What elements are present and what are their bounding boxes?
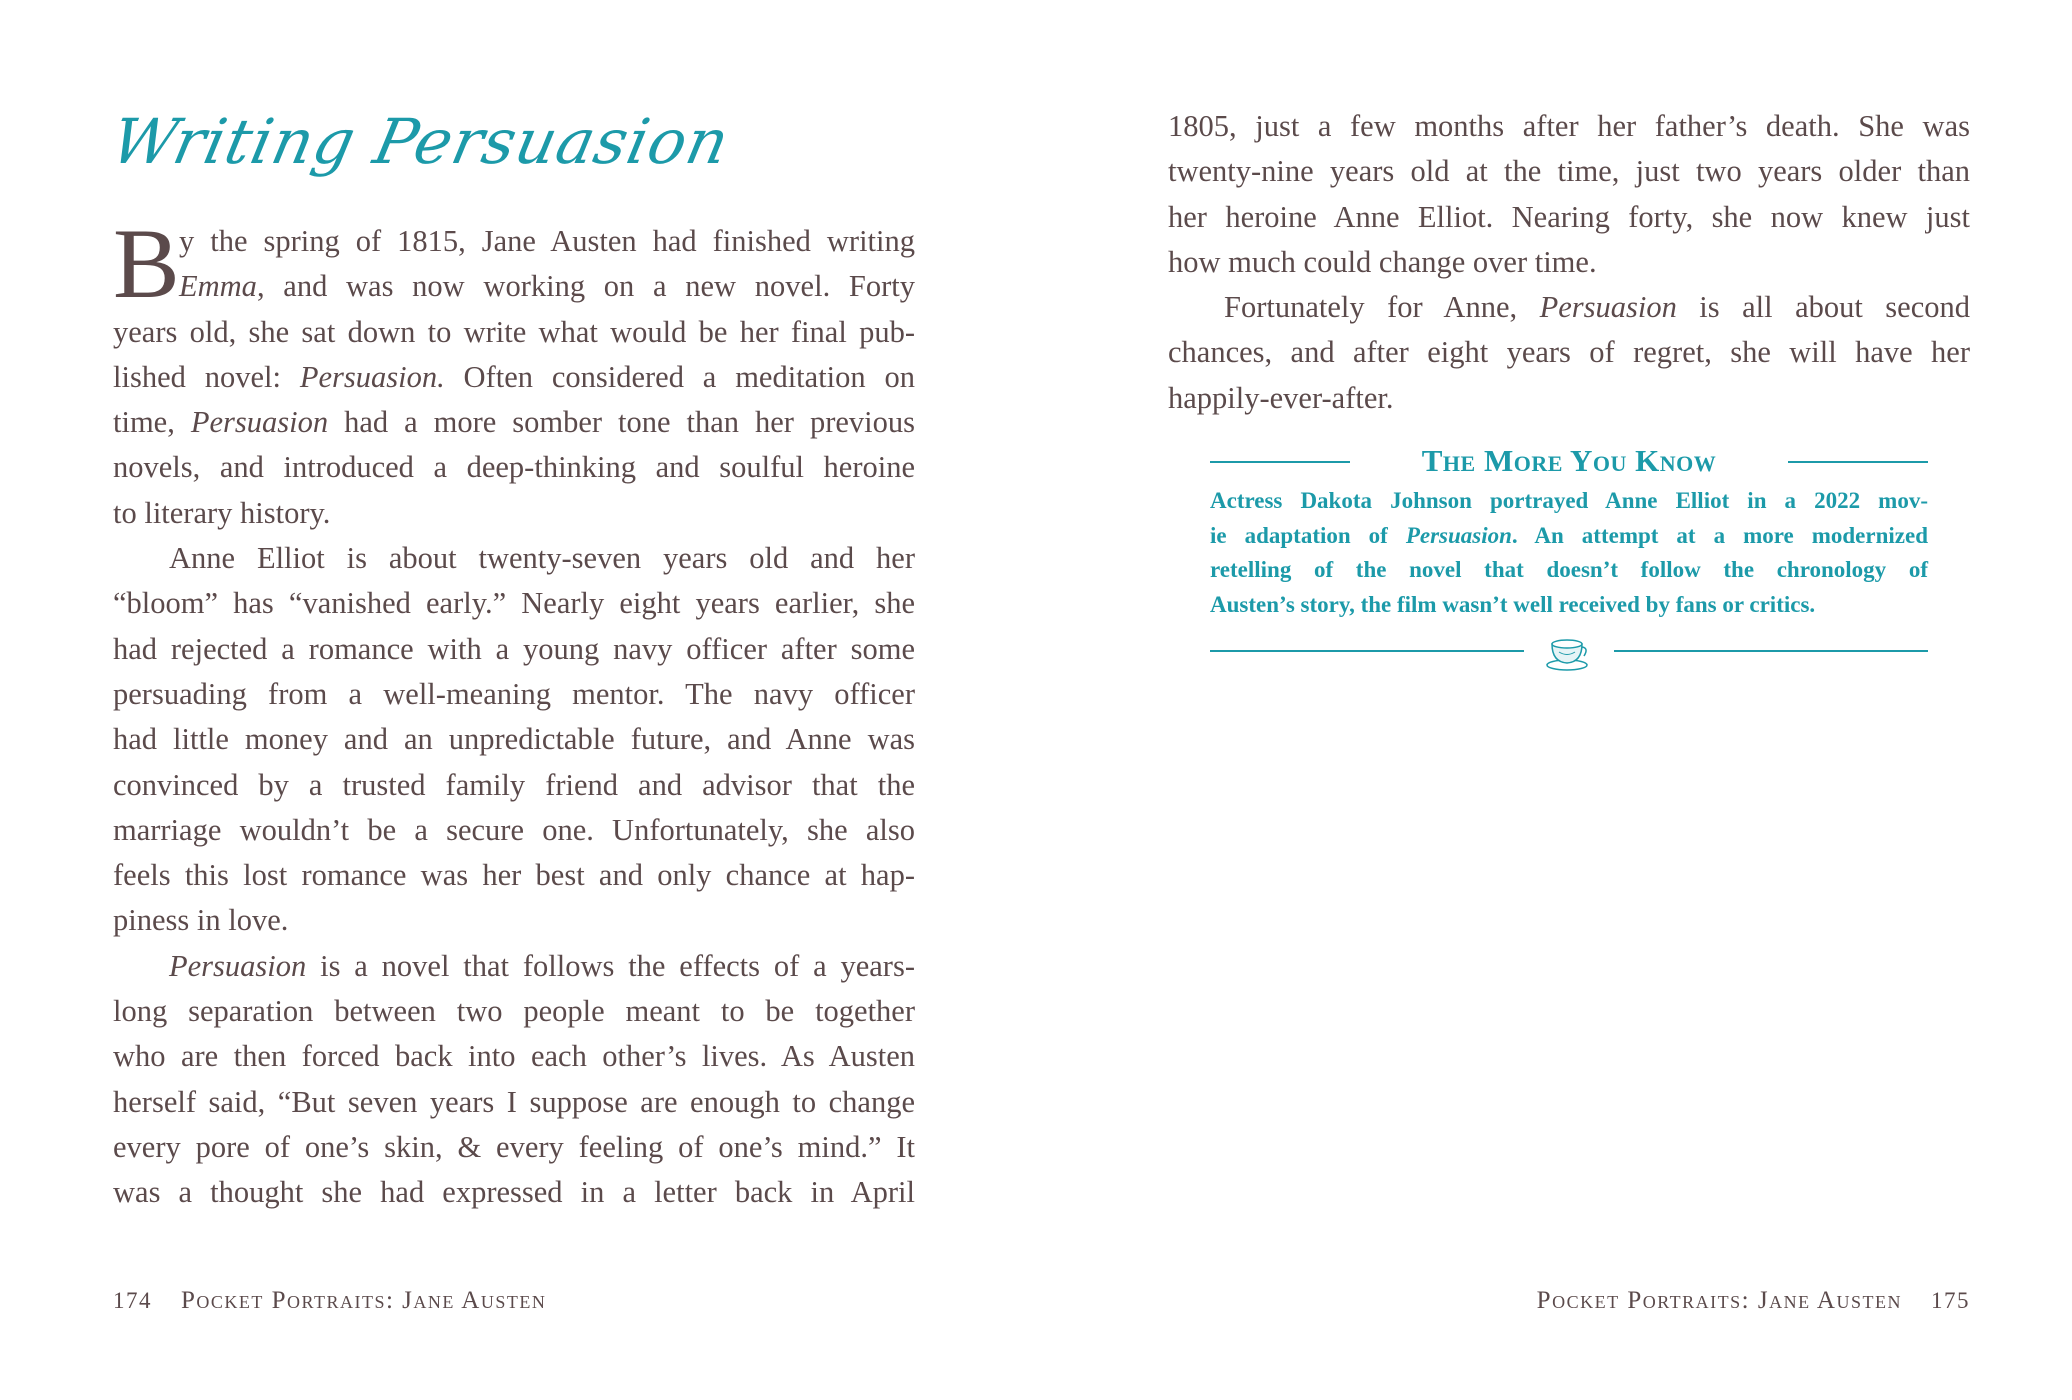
text-line (113, 1034, 915, 1079)
divider (1788, 461, 1928, 463)
text-segment: “bloom” has “vanished early.” Nearly eight years earlier, she (113, 586, 915, 621)
text-line (1210, 519, 1928, 554)
callout-body (1210, 484, 1928, 622)
section-title: Writing Persuasion (105, 105, 737, 178)
text-line (1168, 376, 1970, 421)
text-line (1210, 588, 1928, 623)
text-line (113, 944, 915, 989)
text-line (1168, 104, 1970, 149)
italic-title: Emma (179, 269, 257, 304)
text-segment: piness in love. (113, 903, 289, 938)
text-line (113, 672, 915, 717)
text-segment: her heroine Anne Elliot. Nearing forty, she now knew just (1168, 199, 1970, 234)
text-segment: is a novel that follows the effects of a years- (306, 948, 915, 983)
text-line (1168, 330, 1970, 375)
text-line (1210, 553, 1928, 588)
text-line (113, 219, 915, 264)
text-line (113, 1170, 915, 1215)
italic-title: Persuasion (190, 405, 329, 440)
italic-title: Persuasion. (299, 359, 445, 394)
callout-footer (1210, 628, 1928, 672)
text-line (113, 989, 915, 1034)
text-line (113, 400, 915, 445)
text-segment: marriage wouldn’t be a secure one. Unfortunately, she also (113, 812, 915, 847)
running-title: Pocket Portraits: Jane Austen (1536, 1287, 1902, 1314)
text-line (113, 264, 915, 309)
text-line (113, 581, 915, 626)
divider (1210, 461, 1350, 463)
text-segment: convinced by a trusted family friend and advisor that the (113, 767, 915, 802)
text-segment: was a thought she had expressed in a letter back in April (113, 1175, 915, 1210)
callout-heading: The More You Know (1421, 443, 1717, 478)
text-segment: ie adaptation of (1210, 522, 1406, 548)
text-segment: time, (113, 405, 191, 440)
text-segment: had little money and an unpredictable future, and Anne was (113, 722, 915, 757)
running-title: Pocket Portraits: Jane Austen (181, 1287, 547, 1314)
divider (1614, 650, 1928, 652)
text-segment: , and was now working on a new novel. Forty (256, 269, 915, 304)
text-segment: Often considered a meditation on (444, 359, 915, 394)
text-line (113, 355, 915, 400)
italic-title: Persuasion (169, 948, 307, 983)
left-page-body (113, 219, 915, 1216)
text-segment: herself said, “But seven years I suppose are enough to change (113, 1084, 915, 1119)
text-segment: is all about second (1676, 290, 1970, 325)
text-segment: had rejected a romance with a young navy officer after some (113, 631, 915, 666)
more-you-know-callout (1210, 438, 1928, 672)
text-line (113, 627, 915, 672)
text-segment: years old, she sat down to write what would be her final pub- (113, 314, 915, 349)
text-segment: lished novel: (113, 359, 300, 394)
text-segment: Anne Elliot is about twenty-seven years old and her (169, 541, 915, 576)
text-line (113, 898, 915, 943)
footer-left (113, 1286, 546, 1316)
text-segment: retelling of the novel that doesn’t follow the chronology of (1210, 557, 1928, 583)
text-segment: Fortunately for Anne, (1224, 290, 1540, 325)
text-segment: twenty-nine years old at the time, just two years older than (1168, 154, 1970, 189)
drop-cap: B (113, 208, 180, 319)
text-line (113, 536, 915, 581)
text-line (113, 717, 915, 762)
text-line (113, 808, 915, 853)
text-segment: chances, and after eight years of regret, she will have her (1168, 335, 1970, 370)
text-segment: novels, and introduced a deep-thinking and soulful heroine (113, 450, 915, 485)
italic-title: Persuasion (1405, 522, 1512, 548)
text-line (1168, 285, 1970, 330)
text-segment: Austen’s story, the film wasn’t well received by fans or critics. (1210, 591, 1816, 617)
text-line (1168, 240, 1970, 285)
text-segment: feels this lost romance was her best and only chance at hap- (113, 858, 915, 893)
callout-header (1210, 438, 1928, 484)
text-segment: 1805, just a few months after her father’s death. She was (1168, 109, 1970, 143)
text-line (113, 491, 915, 536)
text-line (113, 763, 915, 808)
text-line (1210, 484, 1928, 519)
text-line (1168, 149, 1970, 194)
text-segment: happily-ever-after. (1168, 380, 1394, 415)
text-line (113, 853, 915, 898)
text-line (113, 445, 915, 490)
text-line (113, 1125, 915, 1170)
teacup-icon (1544, 632, 1590, 672)
text-segment: Actress Dakota Johnson portrayed Anne Elliot in a 2022 mov- (1210, 488, 1928, 513)
text-segment: long separation between two people meant to be together (113, 994, 915, 1029)
text-segment: persuading from a well-meaning mentor. The navy officer (113, 676, 915, 711)
text-line (1168, 195, 1970, 240)
text-segment: to literary history. (113, 495, 331, 530)
page-number: 175 (1931, 1288, 1970, 1313)
text-line (113, 1080, 915, 1125)
text-segment: how much could change over time. (1168, 244, 1597, 279)
italic-title: Persuasion (1539, 290, 1677, 325)
page-number: 174 (113, 1288, 152, 1313)
text-segment: had a more somber tone than her previous (328, 405, 915, 440)
text-line (113, 310, 915, 355)
text-segment: every pore of one’s skin, & every feeling of one’s mind.” It (113, 1129, 915, 1164)
text-segment: . An attempt at a more modernized (1511, 522, 1928, 548)
text-segment: y the spring of 1815, Jane Austen had finished writing (179, 224, 915, 258)
footer-right (1537, 1286, 1970, 1316)
divider (1210, 650, 1524, 652)
text-segment: who are then forced back into each other’s lives. As Austen (113, 1039, 915, 1074)
right-page-body (1168, 104, 1970, 421)
